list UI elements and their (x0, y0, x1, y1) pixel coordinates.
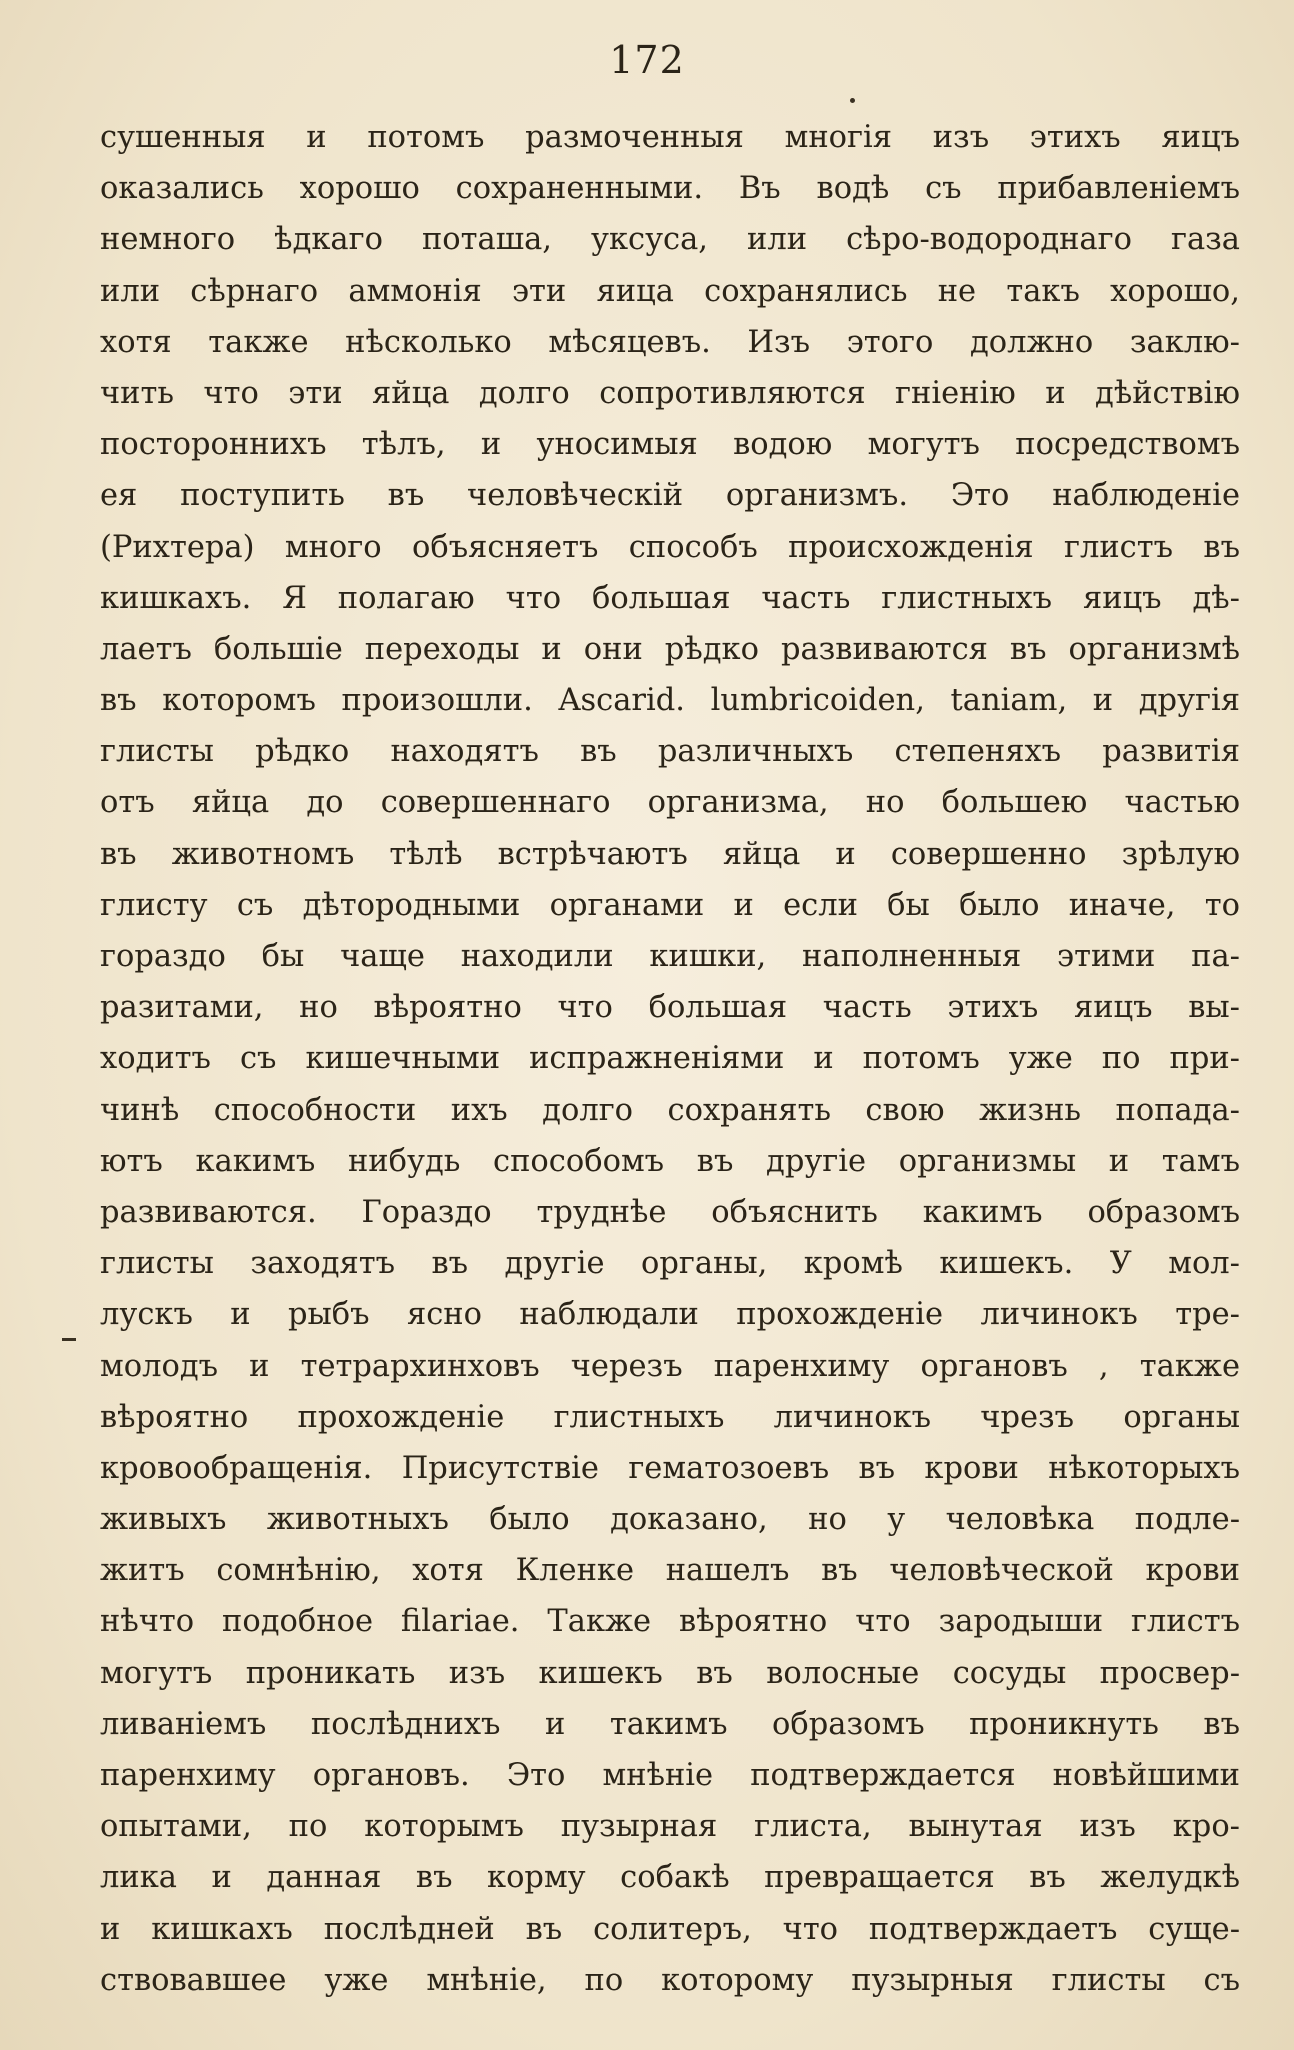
text-line: въ животномъ тѣлѣ встрѣчаютъ яйца и совершенно зрѣлую (100, 836, 1240, 872)
text-line: лускъ и рыбъ ясно наблюдали прохожденіе личинокъ тре- (100, 1297, 1240, 1333)
text-line: вѣроятно прохожденіе глистныхъ личинокъ чрезъ органы (100, 1399, 1240, 1435)
ink-speck (850, 98, 855, 103)
text-line: глисты рѣдко находятъ въ различныхъ степеняхъ развитія (100, 734, 1240, 770)
text-line: нѣчто подобное filariae. Также вѣроятно что зародыши глистъ (100, 1604, 1240, 1640)
text-line: ютъ какимъ нибудь способомъ въ другіе организмы и тамъ (100, 1143, 1240, 1179)
body-text (100, 112, 1240, 2006)
text-line: ствовавшее уже мнѣніе, по которому пузырныя глисты съ (100, 1962, 1240, 1998)
text-line: немного ѣдкаго поташа, уксуса, или сѣро-водороднаго газа (100, 222, 1240, 258)
margin-mark (62, 1338, 76, 1341)
text-line: опытами, по которымъ пузырная глиста, вынутая изъ кро- (100, 1809, 1240, 1845)
text-line: кровообращенія. Присутствіе гематозоевъ въ крови нѣкоторыхъ (100, 1450, 1240, 1486)
text-line: ея поступить въ человѣческій организмъ. Это наблюденіе (100, 478, 1240, 514)
text-line: отъ яйца до совершеннаго организма, но большею частью (100, 785, 1240, 821)
text-line: ходитъ съ кишечными испражненіями и потомъ уже по при- (100, 1041, 1240, 1077)
text-line: постороннихъ тѣлъ, и уносимыя водою могутъ посредствомъ (100, 427, 1240, 463)
text-line: развиваются. Гораздо труднѣе объяснить какимъ образомъ (100, 1194, 1240, 1230)
text-line: ливаніемъ послѣднихъ и такимъ образомъ проникнуть въ (100, 1706, 1240, 1742)
text-line: въ которомъ произошли. Ascarid. lumbricoiden, taniam, и другія (100, 683, 1240, 719)
text-line: молодъ и тетрархинховъ черезъ паренхиму органовъ , также (100, 1348, 1240, 1384)
text-line: хотя также нѣсколько мѣсяцевъ. Изъ этого должно заклю- (100, 324, 1240, 360)
text-line: глисты заходятъ въ другіе органы, кромѣ кишекъ. У мол- (100, 1246, 1240, 1282)
page-number: 172 (609, 38, 685, 82)
text-line: и кишкахъ послѣдней въ солитеръ, что подтверждаетъ суще- (100, 1911, 1240, 1947)
text-line: могутъ проникать изъ кишекъ въ волосные сосуды просвер- (100, 1655, 1240, 1691)
text-line: кишкахъ. Я полагаю что большая часть глистныхъ яицъ дѣ- (100, 580, 1240, 616)
text-line: глисту съ дѣтородными органами и если бы было иначе, то (100, 887, 1240, 923)
text-line: лика и данная въ корму собакѣ превращается въ желудкѣ (100, 1860, 1240, 1896)
text-line: житъ сомнѣнію, хотя Кленке нашелъ въ человѣческой крови (100, 1553, 1240, 1589)
text-line: чинѣ способности ихъ долго сохранять свою жизнь попада- (100, 1092, 1240, 1128)
text-line: чить что эти яйца долго сопротивляются гніенію и дѣйствію (100, 375, 1240, 411)
text-line: сушенныя и потомъ размоченныя многія изъ этихъ яицъ (100, 120, 1240, 155)
text-line: живыхъ животныхъ было доказано, но у человѣка подле- (100, 1502, 1240, 1538)
text-line: (Рихтера) много объясняетъ способъ происхожденія глистъ въ (100, 529, 1240, 565)
text-line: разитами, но вѣроятно что большая часть этихъ яицъ вы- (100, 990, 1240, 1026)
text-line: паренхиму органовъ. Это мнѣніе подтверждается новѣйшими (100, 1758, 1240, 1793)
text-line: или сѣрнаго аммонія эти яица сохранялись не такъ хорошо, (100, 273, 1240, 309)
text-line: оказались хорошо сохраненными. Въ водѣ съ прибавленіемъ (100, 171, 1240, 207)
text-line: лаетъ большіе переходы и они рѣдко развиваются въ организмѣ (100, 631, 1240, 667)
text-line: гораздо бы чаще находили кишки, наполненныя этими па- (100, 939, 1240, 974)
